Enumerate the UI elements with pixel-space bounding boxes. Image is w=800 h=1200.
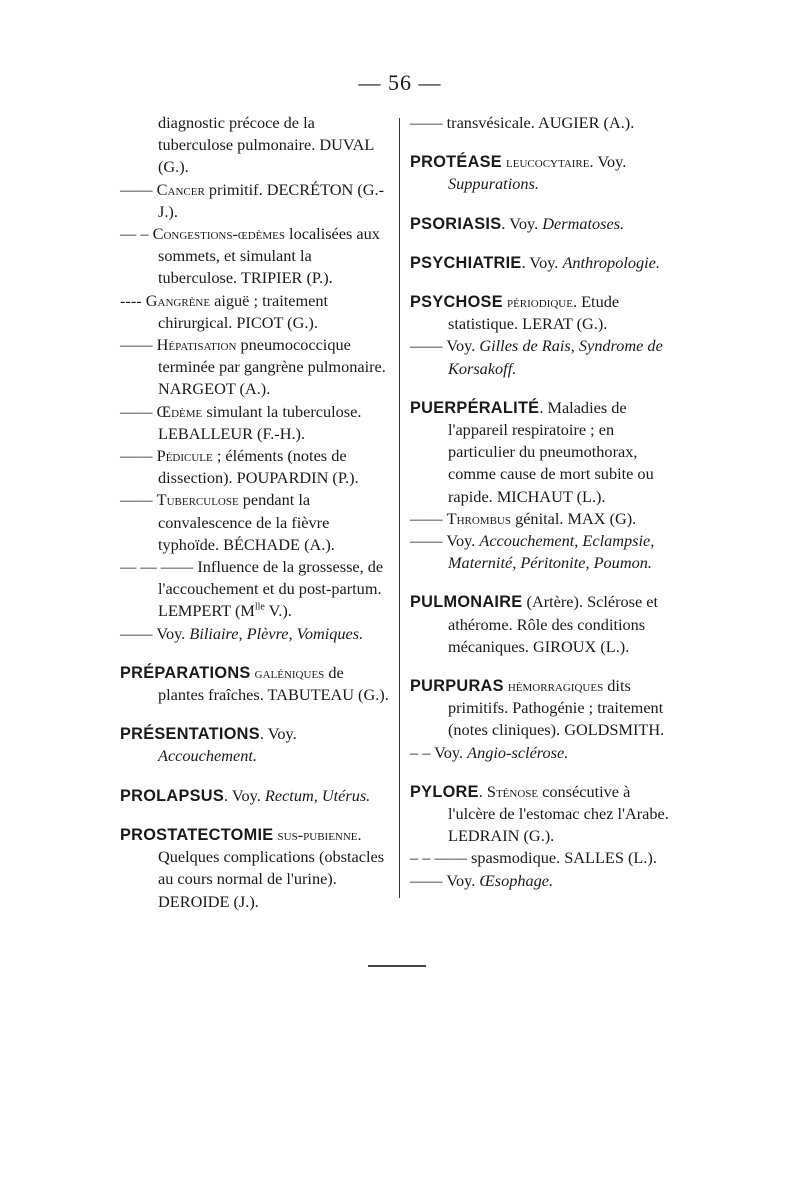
subentry-key: périodique	[506, 292, 573, 312]
footer-rule	[368, 965, 426, 967]
entry-text: . Voy.	[501, 213, 543, 233]
dash: – – ——	[410, 848, 467, 868]
left-column	[120, 112, 390, 913]
dash: ----	[120, 290, 142, 310]
entry-text: ; éléments (notes de dissection). POUPARDIN (P.).	[158, 446, 359, 488]
entry-pylore	[410, 781, 680, 848]
entry-text: . Voy.	[521, 252, 563, 272]
cross-reference: Œsophage.	[479, 870, 554, 890]
entry-text: (Artère). Sclérose et athérome. Rôle des conditions mécaniques. GIROUX (L.).	[448, 592, 659, 656]
entry-pedicule	[120, 445, 390, 489]
subentry-key: Sténose	[486, 781, 539, 801]
subentry-key: Cancer	[156, 179, 205, 199]
cross-reference: Accouchement, Eclampsie, Maternité, Péritonite, Poumon.	[448, 531, 655, 573]
headword: PSYCHIATRIE	[410, 253, 522, 272]
entry-purpuras-voy	[410, 742, 680, 764]
subentry-key: hémorragiques	[507, 676, 604, 696]
dash: ——	[410, 870, 443, 890]
entry-text: pendant la convalescence de la fièvre typhoïde. BÉCHADE (A.).	[158, 490, 335, 554]
entry-protease	[410, 151, 680, 195]
headword: PSYCHOSE	[410, 293, 503, 312]
entry-gangrene	[120, 290, 390, 334]
entry-tuberculose	[120, 489, 390, 556]
entry-prostatectomie	[120, 824, 390, 913]
cross-reference: Dermatoses.	[542, 213, 625, 233]
dash: ——	[120, 446, 153, 466]
dash: ——	[120, 335, 153, 355]
entry-text: V.).	[264, 601, 292, 621]
dash: ——	[410, 531, 443, 551]
subentry-key: Pédicule	[156, 446, 213, 466]
cross-reference: Suppurations.	[448, 174, 539, 194]
entry-text: . Voy.	[224, 785, 265, 805]
entry-text: . Etude statistique. LERAT (G.).	[448, 292, 620, 334]
dash: — — ——	[120, 557, 194, 577]
dash: ——	[120, 401, 153, 421]
entry-text: Voy.	[442, 531, 480, 551]
entry-text: primitif. DECRÉTON (G.-J.).	[158, 179, 385, 221]
entry-text: . Voy.	[259, 724, 297, 744]
entry-pylore-voy	[410, 870, 680, 892]
entry-text: simulant la tuberculose. LEBALLEUR (F.-H.).	[158, 401, 362, 443]
entry-psoriasis	[410, 213, 680, 235]
column-divider	[399, 118, 400, 898]
headword: PULMONAIRE	[410, 593, 523, 612]
cross-reference: Biliaire, Plèvre, Vomiques.	[189, 623, 364, 643]
entry-voy	[120, 623, 390, 645]
entry-text: pneumococcique terminée par gangrène pulmonaire. NARGEOT (A.).	[158, 335, 386, 399]
entry-text: de plantes fraîches. TABUTEAU (G.).	[158, 662, 389, 705]
entry-psychose-voy	[410, 335, 680, 379]
cross-reference: Gilles de Rais, Syndrome de Korsakoff.	[448, 336, 663, 378]
headword: PUERPÉRALITÉ	[410, 398, 540, 417]
entry-spasmodique	[410, 847, 680, 869]
page-number: — 56 —	[358, 70, 442, 95]
dash: ——	[120, 179, 153, 199]
headword: PRÉSENTATIONS	[120, 725, 260, 744]
entry-psychose	[410, 291, 680, 335]
subentry-key: Gangrène	[145, 290, 211, 310]
subentry-key: Tuberculose	[156, 490, 239, 510]
entry-preparations	[120, 662, 390, 706]
headword: PURPURAS	[410, 677, 504, 696]
entry-text: Voy.	[442, 336, 480, 356]
dash: ——	[410, 113, 443, 132]
subentry-key: Hépatisation	[156, 335, 237, 355]
dash: — –	[120, 224, 149, 244]
headword: PROLAPSUS	[120, 786, 225, 805]
entry-thrombus	[410, 508, 680, 530]
entry-presentations	[120, 723, 390, 767]
headword: PROSTATECTOMIE	[120, 825, 274, 844]
subentry-key: Œdème	[156, 401, 203, 421]
entry-text: diagnostic précoce de la tuberculose pulmonaire. DUVAL (G.).	[158, 113, 374, 177]
entry-text: Voy.	[152, 623, 190, 643]
entry-text: dits primitifs. Pathogénie ; traitement (notes cliniques). GOLDSMITH.	[448, 676, 665, 740]
entry-pulmonaire	[410, 591, 680, 658]
headword: PRÉPARATIONS	[120, 663, 251, 682]
cross-reference: Anthropologie.	[562, 252, 660, 272]
cross-reference: Rectum, Utérus.	[264, 785, 371, 805]
entry-text: . Voy.	[589, 152, 627, 172]
subentry-key: Congestions-œdèmes	[152, 224, 285, 244]
entry-cancer	[120, 179, 390, 223]
entry-influence	[120, 556, 390, 623]
entry-puerperalite	[410, 397, 680, 508]
headword: PYLORE	[410, 782, 479, 801]
entry-transvesicale	[410, 112, 680, 134]
entry-purpuras	[410, 675, 680, 742]
entry-prolapsus	[120, 785, 390, 807]
subentry-key: sus-pubienne	[277, 824, 358, 844]
cross-reference: Angio-sclérose.	[467, 742, 569, 762]
subentry-key: leucocytaire	[506, 152, 590, 172]
entry-text: Voy.	[442, 870, 480, 890]
entry-psychiatrie	[410, 252, 680, 274]
entry-text: Voy.	[430, 742, 468, 762]
entry-text: consécutive à l'ulcère de l'estomac chez l'Arabe. LEDRAIN (G.).	[448, 781, 669, 846]
dash: ——	[410, 508, 443, 528]
entry-text: Influence de la grossesse, de l'accouchement et du post-partum. LEMPERT (M	[158, 557, 384, 621]
entry-text: . Quelques complications (obstacles au cours normal de l'urine). DEROIDE (J.).	[158, 824, 385, 911]
headword: PSORIASIS	[410, 214, 502, 233]
entry-hepatisation	[120, 334, 390, 401]
entry-continuation	[120, 112, 390, 179]
cross-reference: Accouchement.	[158, 746, 257, 766]
subentry-key: Thrombus	[446, 508, 511, 528]
entry-oedeme	[120, 401, 390, 445]
headword: PROTÉASE	[410, 153, 502, 172]
subentry-key: galéniques	[254, 662, 325, 682]
dash: ——	[120, 623, 153, 643]
dash: ——	[410, 336, 443, 356]
entry-text: génital. MAX (G).	[511, 508, 637, 528]
superscript: lle	[254, 602, 265, 614]
entry-text: .	[478, 781, 487, 801]
entry-congestions	[120, 223, 390, 290]
entry-puerperalite-voy	[410, 530, 680, 574]
entry-text: . Maladies de l'appareil respiratoire ; en particulier du pneumothorax, comme cause de mort subite ou rapide. MICHAUT (L.).	[448, 397, 654, 506]
entry-text: aiguë ; traitement chirurgical. PICOT (G.).	[158, 290, 329, 332]
entry-text: localisées aux sommets, et simulant la tuberculose. TRIPIER (P.).	[158, 224, 380, 288]
right-column	[410, 112, 680, 892]
dash: – –	[410, 742, 431, 762]
entry-text: spasmodique. SALLES (L.).	[466, 848, 657, 868]
entry-text: transvésicale. AUGIER (A.).	[442, 113, 635, 132]
dash: ——	[120, 490, 153, 510]
